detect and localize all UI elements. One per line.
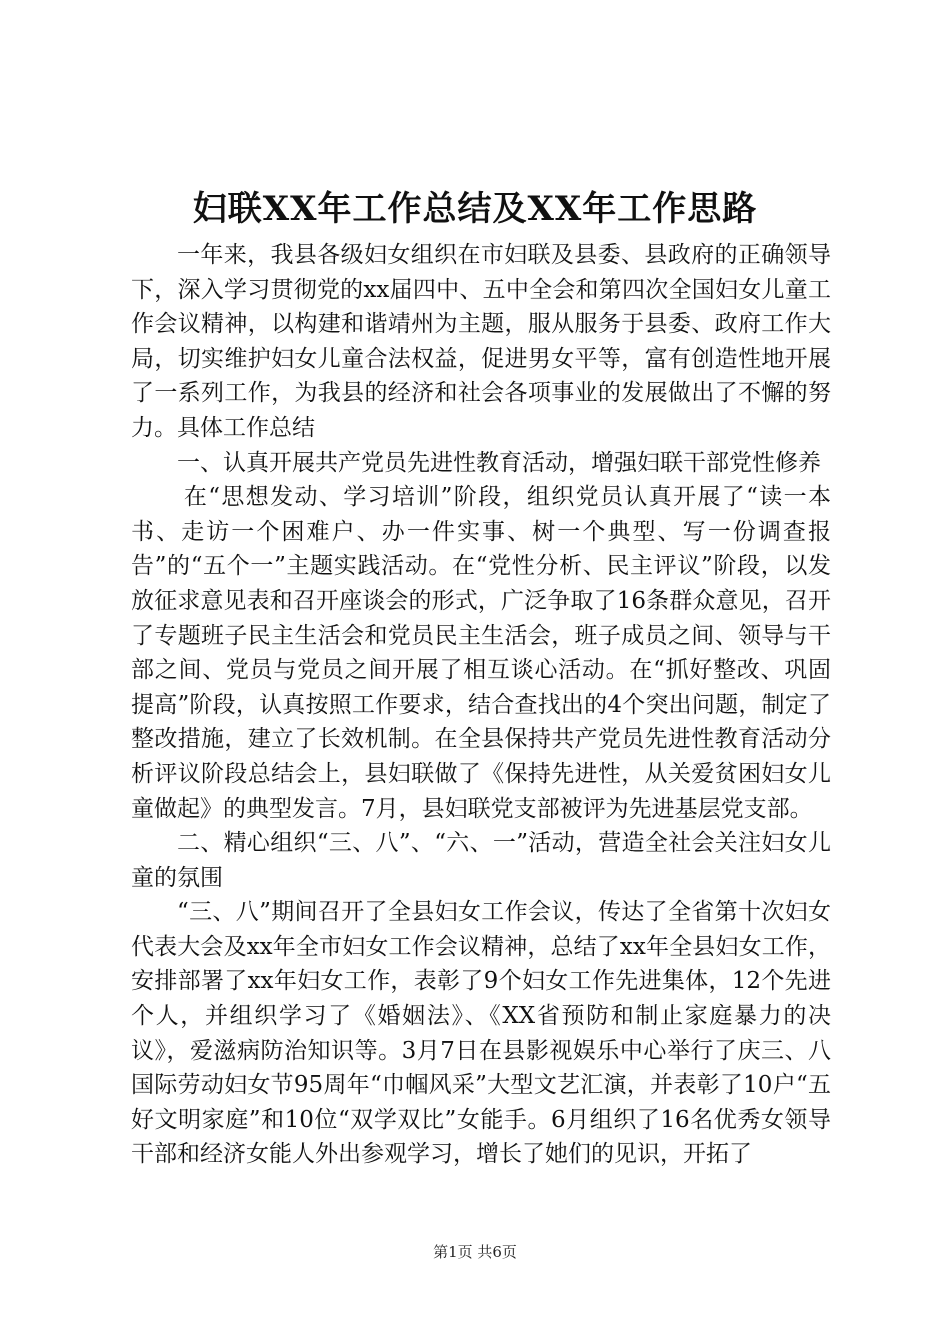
document-body	[131, 238, 831, 1172]
page-footer: 第1页 共6页	[433, 1243, 517, 1261]
paragraph-section-1: 在“思想发动、学习培训”阶段，组织党员认真开展了“读一本书、走访一个困难户、办一件实事、树一个典型、写一份调查报告”的“五个一”主题实践活动。在“党性分析、民主评议”阶段，以发放征求意见表和召开座谈会的形式，广泛争取了16条群众意见，召开了专题班子民主生活会和党员民主生活会，班子成员之间、领导与干部之间、党员与党员之间开展了相互谈心活动。在“抓好整改、巩固提高”阶段，认真按照工作要求，结合查找出的4个突出问题，制定了整改措施，建立了长效机制。在全县保持共产党员先进性教育活动分析评议阶段总结会上，县妇联做了《保持先进性，从关爱贫困妇女儿童做起》的典型发言。7月，县妇联党支部被评为先进基层党支部。	[131, 484, 831, 822]
paragraph-section-2: “三、八”期间召开了全县妇女工作会议，传达了全省第十次妇女代表大会及xx年全市妇女工作会议精神，总结了xx年全县妇女工作，安排部署了xx年妇女工作，表彰了9个妇女工作先进集体，12个先进个人，并组织学习了《婚姻法》、《XX省预防和制止家庭暴力的决议》，爱滋病防治知识等。3月7日在县影视娱乐中心举行了庆三、八国际劳动妇女节95周年“巾帼风采”大型文艺汇演，并表彰了10户“五好文明家庭”和10位“双学双比”女能手。6月组织了16名优秀女领导干部和经济女能人外出参观学习，增长了她们的见识，开拓了	[131, 899, 831, 1168]
section-heading-1: 一、认真开展共产党员先进性教育活动，增强妇联干部党性修养	[177, 449, 821, 476]
paragraph-intro: 一年来，我县各级妇女组织在市妇联及县委、县政府的正确领导下，深入学习贯彻党的xx届四中、五中全会和第四次全国妇女儿童工作会议精神，以构建和谐靖州为主题，服从服务于县委、政府工作大局，切实维护妇女儿童合法权益，促进男女平等，富有创造性地开展了一系列工作，为我县的经济和社会各项事业的发展做出了不懈的努力。具体工作总结	[131, 242, 831, 441]
section-heading-2: 二、精心组织“三、八”、“六、一”活动，营造全社会关注妇女儿童的氛围	[131, 830, 831, 891]
document-title: 妇联XX年工作总结及XX年工作思路	[192, 189, 758, 229]
